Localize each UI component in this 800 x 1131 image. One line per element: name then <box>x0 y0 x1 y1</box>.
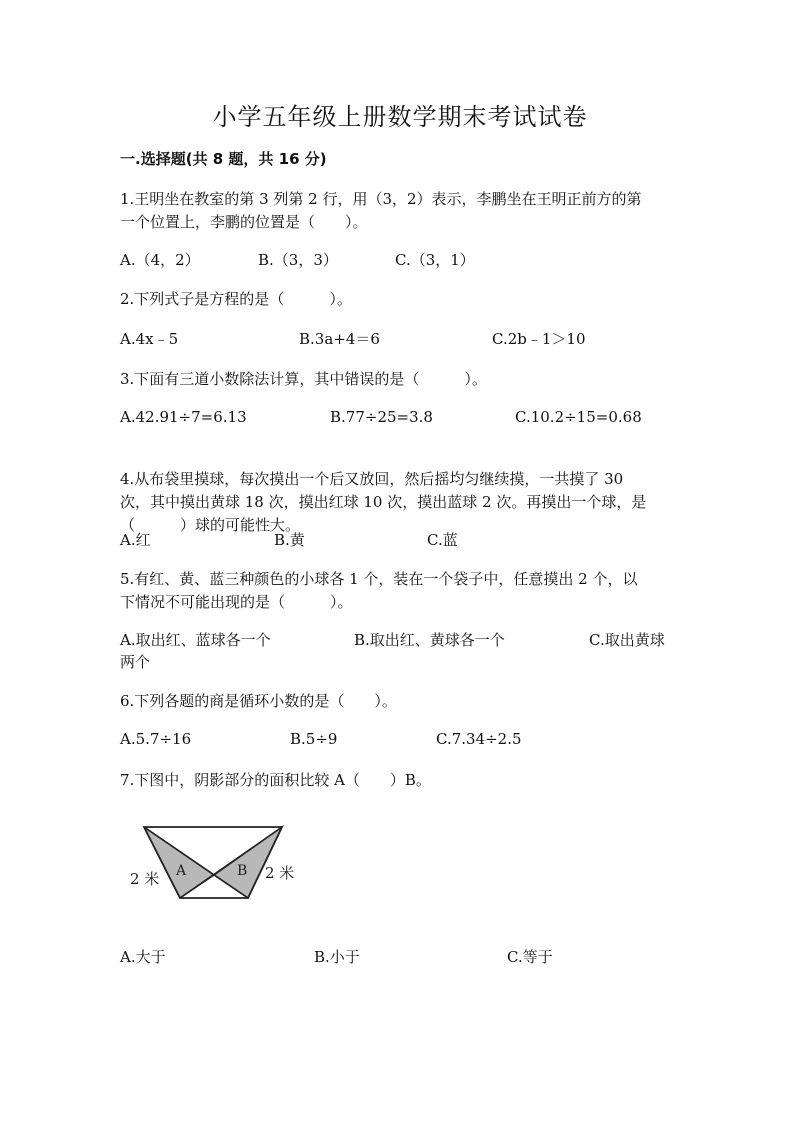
question-5-option-c: C.取出黄球 <box>589 631 665 649</box>
question-5-line-1: 5.有红、黄、蓝三种颜色的小球各 1 个，装在一个袋子中，任意摸出 2 个，以 <box>120 570 638 588</box>
question-4-option-c: C.蓝 <box>427 531 458 549</box>
question-5-option-a: A.取出红、蓝球各一个 <box>120 631 271 649</box>
question-1-option-a: A.（4，2） <box>120 251 200 269</box>
question-1-line-2: 一个位置上，李鹏的位置是（ ）。 <box>120 213 368 231</box>
question-2-option-c: C.2b﹣1＞10 <box>492 330 586 348</box>
trapezoid-figure <box>120 818 320 908</box>
question-1-option-c: C.（3，1） <box>395 251 475 269</box>
question-6-option-c: C.7.34÷2.5 <box>436 730 522 748</box>
label-right-length: 2 米 <box>265 864 295 882</box>
label-a: A <box>176 863 187 879</box>
question-1-option-b: B.（3，3） <box>258 251 338 269</box>
question-5-line-2: 下情况不可能出现的是（ ）。 <box>120 593 353 611</box>
question-4-option-a: A.红 <box>120 531 151 549</box>
shaded-triangle-b <box>214 827 282 898</box>
question-7-option-b: B.小于 <box>314 948 360 966</box>
question-2-option-a: A.4x﹣5 <box>120 330 179 348</box>
question-2-option-b: B.3a+4＝6 <box>299 330 380 348</box>
question-5-option-c-cont: 两个 <box>120 653 151 671</box>
question-3-line-1: 3.下面有三道小数除法计算，其中错误的是（ ）。 <box>120 370 487 388</box>
question-4-line-2: 次，其中摸出黄球 18 次，摸出红球 10 次，摸出蓝球 2 次。再摸出一个球，是 <box>120 493 647 511</box>
question-1-line-1: 1.王明坐在教室的第 3 列第 2 行，用（3，2）表示，李鹏坐在王明正前方的第 <box>120 190 642 208</box>
question-4-line-3: （ ）球的可能性大。 <box>120 516 301 534</box>
question-6-line-1: 6.下列各题的商是循环小数的是（ ）。 <box>120 692 397 710</box>
question-7-line-1: 7.下图中，阴影部分的面积比较 A（ ）B。 <box>120 771 431 789</box>
question-3-option-c: C.10.2÷15=0.68 <box>515 408 642 426</box>
question-6-option-a: A.5.7÷16 <box>120 730 192 748</box>
question-4-line-1: 4.从布袋里摸球，每次摸出一个后又放回，然后摇均匀继续摸，一共摸了 30 <box>120 470 624 488</box>
label-left-length: 2 米 <box>130 870 160 888</box>
question-6-option-b: B.5÷9 <box>290 730 338 748</box>
question-5-option-b: B.取出红、黄球各一个 <box>354 631 505 649</box>
section-heading: 一.选择题(共 8 题，共 16 分) <box>120 150 327 168</box>
question-3-option-a: A.42.91÷7=6.13 <box>120 408 247 426</box>
question-4-option-b: B.黄 <box>274 531 305 549</box>
question-7-option-a: A.大于 <box>120 948 166 966</box>
question-3-option-b: B.77÷25=3.8 <box>330 408 433 426</box>
question-2-line-1: 2.下列式子是方程的是（ ）。 <box>120 290 352 308</box>
question-7-option-c: C.等于 <box>507 948 553 966</box>
label-b: B <box>237 863 248 879</box>
page-title: 小学五年级上册数学期末考试试卷 <box>212 103 588 131</box>
